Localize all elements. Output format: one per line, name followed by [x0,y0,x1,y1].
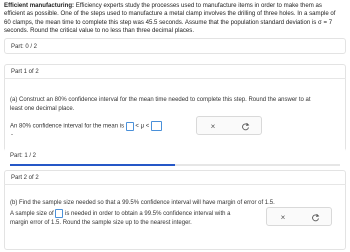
problem-line-3: 60 clamps, the mean time to complete this step was 45.5 seconds. Assume that the population standard deviation is σ = 7 [4,18,333,26]
part-1-question-line-2: least one decimal place. [10,105,75,112]
problem-line-2: efficient as possible. One of the steps used to manufacture a metal clamp involves the drilling of three holes. In a sample of [4,10,336,18]
progress-fill [10,164,175,166]
part-2-divider [4,184,346,185]
part-2-answer-suffix: is needed in order to obtain a 99.5% confidence interval with a [65,211,231,218]
part-2-answer-prefix: A sample size of [10,211,54,218]
sample-size-input[interactable] [55,209,63,218]
part-score-text: Part: 0 / 2 [11,44,38,50]
part-1-divider [4,78,346,79]
undo-icon-svg [241,122,250,131]
part-2-question: (b) Find the sample size needed so that a 99.5% confidence interval will have margin of error of 1.5. [10,200,275,206]
part-1-question-line-1: (a) Construct an 80% confidence interval for the mean time needed to complete this step. Round the answer to at [10,97,311,103]
ci-upper-input[interactable] [151,121,162,131]
x-glyph-2: × [280,212,286,222]
progress-bar [10,164,340,166]
problem-lead: Efficient manufacturing: [4,2,75,9]
undo-icon[interactable] [309,211,321,223]
part-1-answer-row [10,121,210,131]
part-2-header: Part 2 of 2 [11,175,39,181]
part-1-header: Part 1 of 2 [11,69,39,75]
part-1-dash: - [11,132,13,138]
x-glyph: × [210,121,216,131]
part-1-question [10,96,346,113]
part-score-badge-2 [4,148,346,164]
problem-line-1: Efficiency experts study the processes used to manufacture items in order to make them as [74,2,322,9]
part-2-answer-line-2: margin error of 1.5. Round the sample size up to the nearest integer. [10,219,192,226]
part-1-tools [196,116,262,135]
problem-line-4: seconds. Round the critical value to no less than three decimal places. [4,27,195,35]
ci-inequality: < μ < [135,123,150,130]
part-score-badge [4,38,346,54]
undo-icon-svg-2 [311,213,320,222]
part-2-tools [266,207,332,226]
x-icon[interactable] [207,120,219,132]
part-1-answer-prefix: An 80% confidence interval for the mean is [10,123,125,130]
x-icon[interactable] [277,211,289,223]
ci-lower-input[interactable] [126,122,134,131]
problem-statement [4,2,348,36]
part-score-text-2: Part: 1 / 2 [10,153,37,159]
part-2-answer-row [10,209,260,227]
undo-icon[interactable] [239,120,251,132]
